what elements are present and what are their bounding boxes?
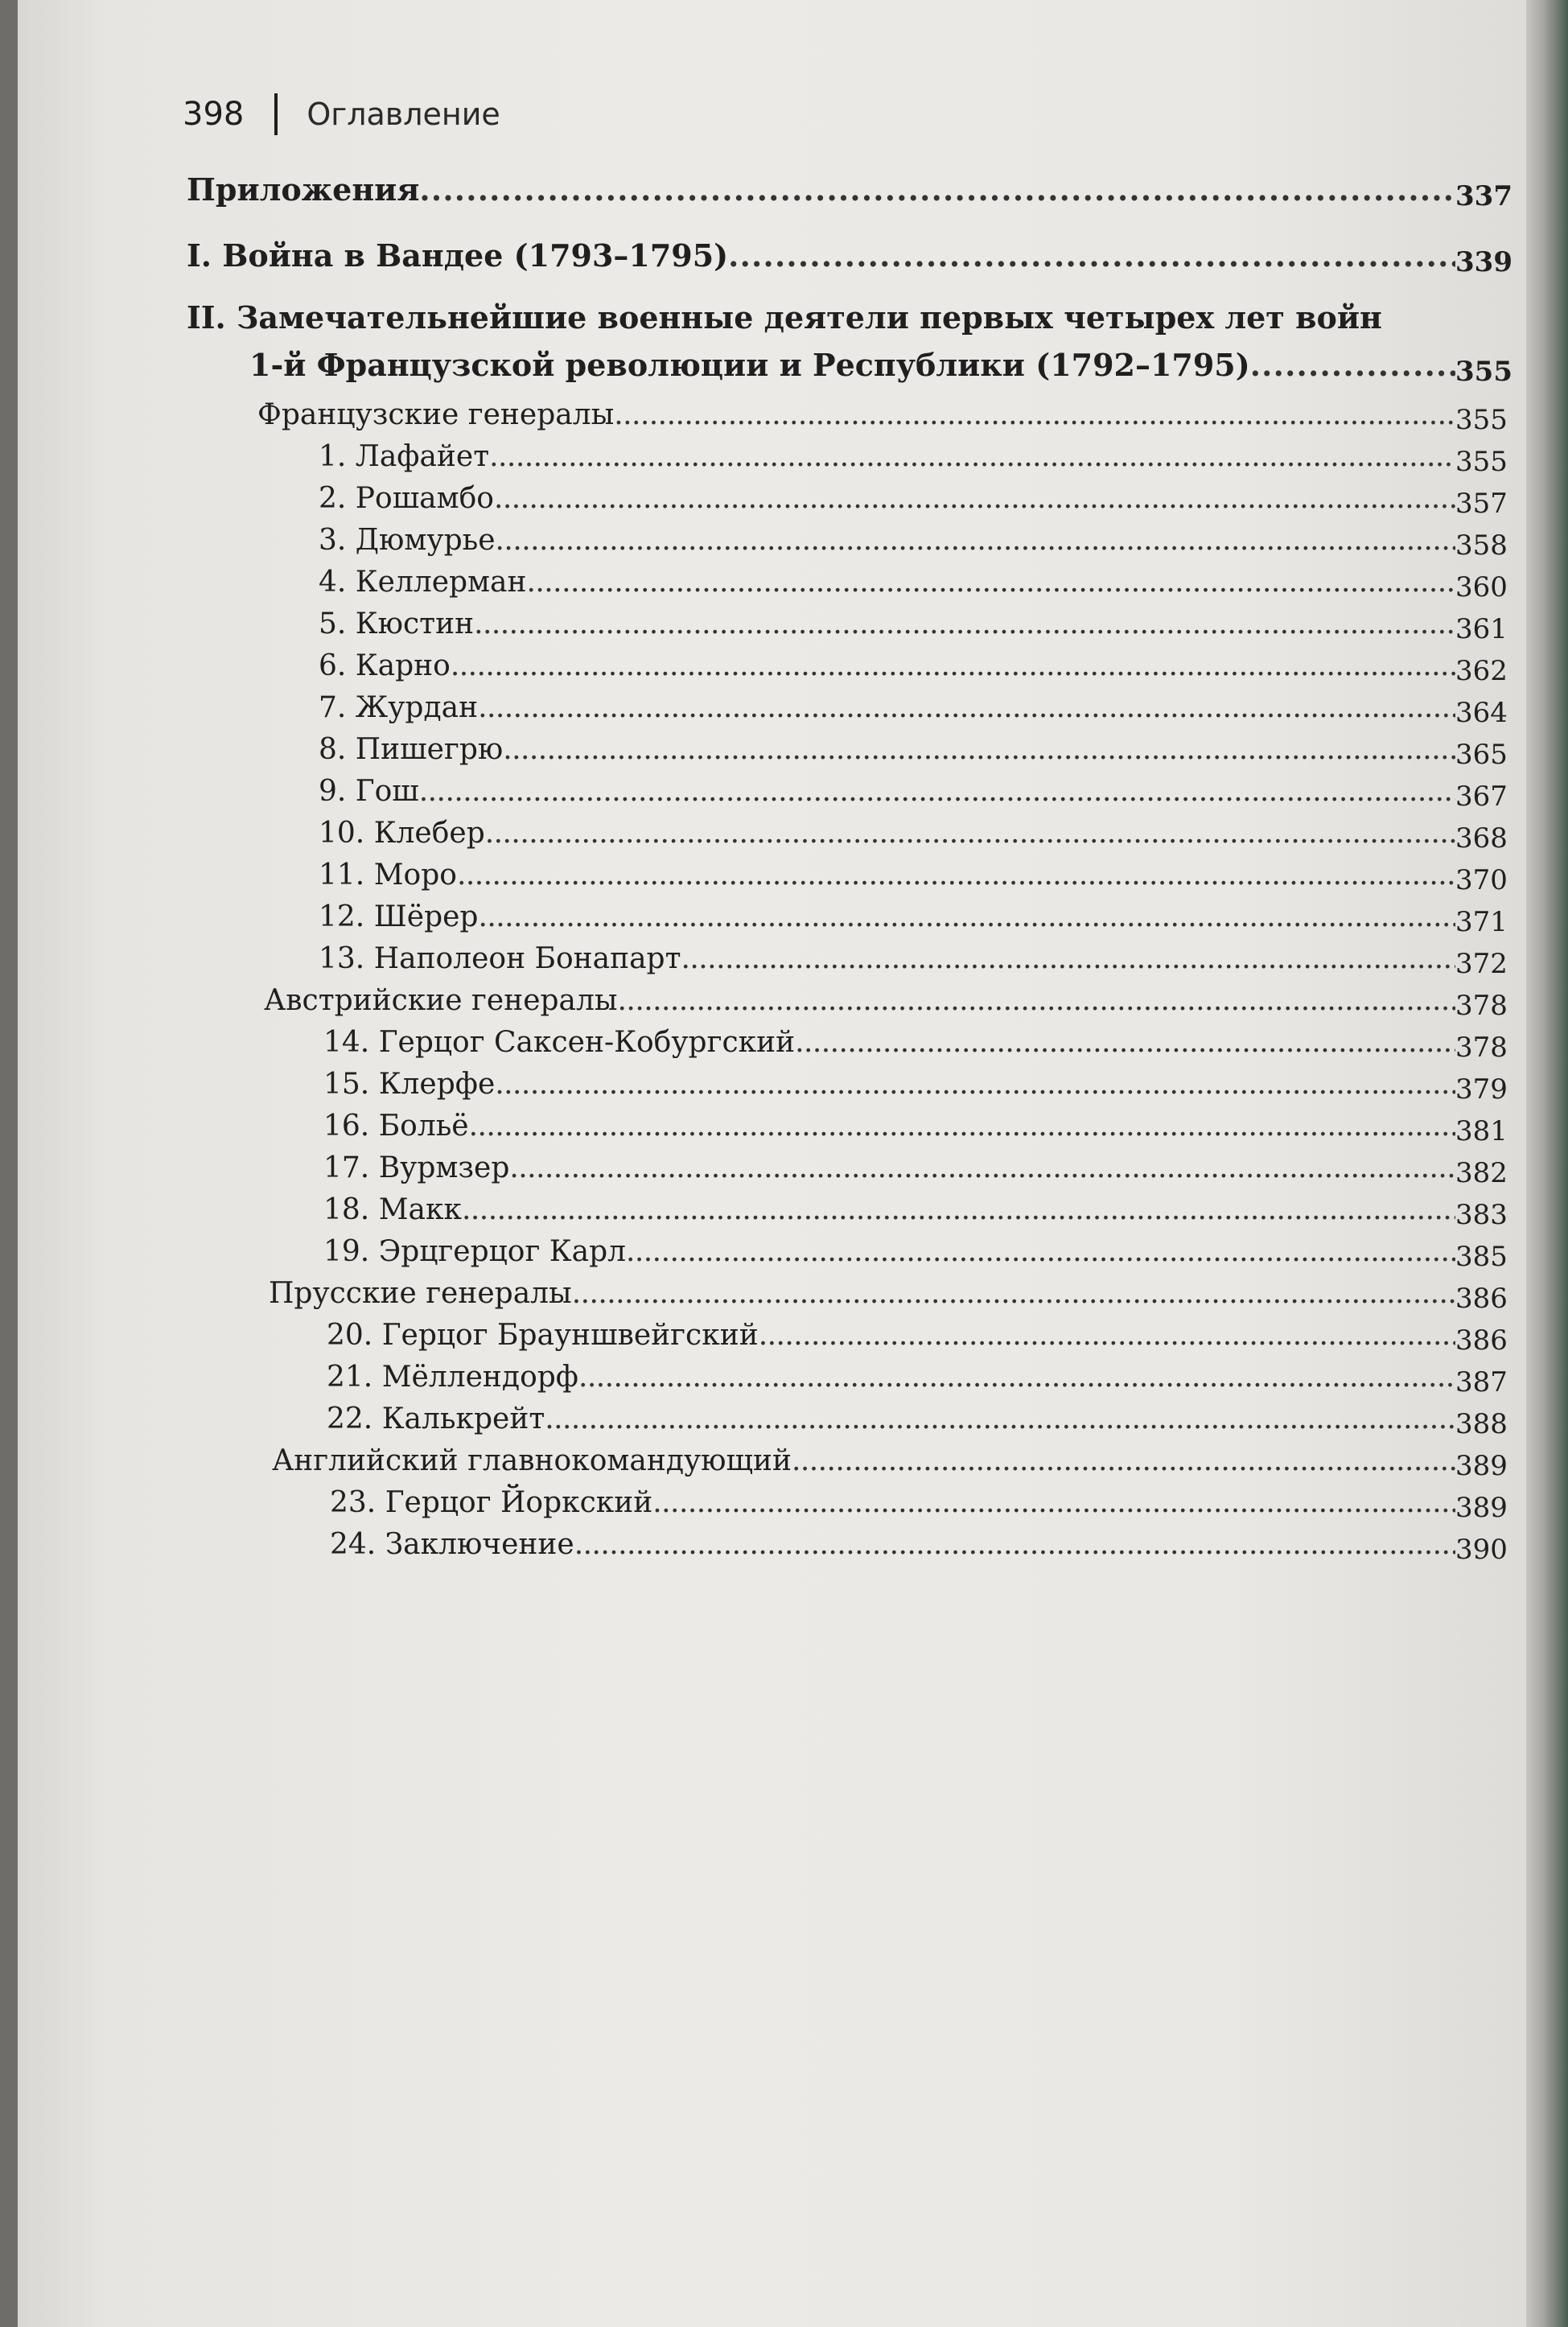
toc-leader-dots bbox=[795, 1026, 1455, 1059]
toc-leader-dots bbox=[489, 440, 1455, 473]
toc-entry-label: Английский главнокомандующий bbox=[272, 1444, 792, 1477]
toc-leader-dots bbox=[474, 607, 1455, 640]
toc-leader-dots bbox=[462, 1193, 1455, 1226]
toc-entry-page: 355 bbox=[1455, 356, 1512, 388]
toc-entry bbox=[319, 686, 1508, 729]
toc-entry-page: 379 bbox=[1455, 1073, 1508, 1106]
toc-entry-page: 362 bbox=[1455, 655, 1508, 687]
toc-entry bbox=[319, 560, 1508, 603]
toc-entry bbox=[323, 1020, 1508, 1064]
toc-entry bbox=[269, 1271, 1508, 1315]
toc-entry-label: 12. Шёрер bbox=[319, 900, 479, 933]
toc-entry-label: 10. Клебер bbox=[319, 817, 485, 850]
toc-entry-page: 367 bbox=[1455, 780, 1508, 813]
toc-entry-label: 17. Вурмзер bbox=[323, 1151, 510, 1184]
toc-entry-label-line1: II. Замечательнейшие военные деятели первых четырех лет войн bbox=[187, 299, 1382, 336]
toc-leader-dots bbox=[457, 859, 1455, 892]
toc-leader-dots bbox=[495, 1068, 1455, 1101]
toc-entry-label: Французские генералы bbox=[257, 398, 615, 431]
toc-entry bbox=[319, 727, 1508, 771]
toc-entry-label: 13. Наполеон Бонапарт bbox=[319, 942, 681, 975]
toc-entry-label: 22. Калькрейт bbox=[327, 1402, 545, 1435]
toc-entry-label: 2. Рошамбо bbox=[319, 482, 494, 515]
toc-entry bbox=[264, 978, 1508, 1022]
toc-entry-label: 18. Макк bbox=[323, 1193, 463, 1226]
toc-entry bbox=[272, 1439, 1508, 1482]
toc-entry bbox=[323, 1104, 1508, 1147]
toc-leader-dots bbox=[419, 775, 1455, 808]
toc-entry-page: 364 bbox=[1455, 697, 1508, 729]
toc-leader-dots bbox=[681, 942, 1455, 975]
toc-entry-page: 355 bbox=[1455, 404, 1508, 436]
toc-leader-dots bbox=[478, 691, 1455, 724]
toc-entry-page: 383 bbox=[1455, 1199, 1508, 1231]
toc-entry-page: 365 bbox=[1455, 739, 1508, 771]
toc-entry bbox=[327, 1355, 1508, 1398]
toc-entry-page: 357 bbox=[1455, 488, 1508, 520]
toc-leader-dots bbox=[572, 1277, 1455, 1310]
toc-entry-label: Австрийские генералы bbox=[264, 984, 618, 1017]
toc-entry bbox=[249, 344, 1512, 388]
toc-entry-label: 8. Пишегрю bbox=[319, 733, 504, 766]
toc-entry bbox=[319, 602, 1508, 645]
toc-entry bbox=[319, 895, 1508, 938]
toc-entry bbox=[323, 1146, 1508, 1189]
toc-entry-label: I. Война в Вандее (1793–1795) bbox=[187, 237, 729, 274]
toc-leader-dots bbox=[451, 649, 1455, 682]
toc-leader-dots bbox=[503, 733, 1455, 766]
toc-leader-dots bbox=[419, 171, 1455, 208]
toc-leader-dots bbox=[527, 566, 1455, 599]
toc-entry-page: 390 bbox=[1455, 1534, 1508, 1566]
toc-entry-page: 386 bbox=[1455, 1283, 1508, 1315]
toc-leader-dots bbox=[626, 1235, 1455, 1268]
book-page-edges bbox=[1526, 0, 1568, 2327]
toc-entry-label: 4. Келлерман bbox=[319, 566, 527, 599]
toc-entry bbox=[319, 811, 1508, 855]
toc-entry-label: 11. Моро bbox=[319, 859, 457, 892]
toc-entry bbox=[319, 644, 1508, 687]
toc-entry-page: 360 bbox=[1455, 571, 1508, 603]
toc-entry-page: 337 bbox=[1455, 180, 1512, 212]
toc-entry bbox=[330, 1522, 1508, 1566]
toc-entry-page: 368 bbox=[1455, 822, 1508, 855]
toc-entry-label: 21. Мёллендорф bbox=[327, 1361, 578, 1394]
toc-entry-page: 370 bbox=[1455, 864, 1508, 896]
toc-leader-dots bbox=[728, 237, 1455, 274]
toc-leader-dots bbox=[496, 524, 1455, 557]
toc-leader-dots bbox=[574, 1528, 1455, 1561]
table-of-contents bbox=[18, 0, 1526, 1609]
toc-entry-page: 385 bbox=[1455, 1241, 1508, 1273]
toc-leader-dots bbox=[792, 1444, 1455, 1477]
toc-entry-page: 339 bbox=[1455, 246, 1512, 278]
toc-entry bbox=[319, 518, 1508, 562]
page-number: 398 bbox=[183, 96, 245, 133]
toc-entry-label: 20. Герцог Брауншвейгский bbox=[327, 1319, 759, 1352]
toc-entry bbox=[187, 169, 1512, 212]
toc-entry-label: 19. Эрцгерцог Карл bbox=[323, 1235, 627, 1268]
toc-leader-dots bbox=[759, 1319, 1455, 1352]
header-title: Оглавление bbox=[307, 97, 500, 132]
toc-entry-label: 3. Дюмурье bbox=[319, 524, 496, 557]
toc-leader-dots bbox=[652, 1486, 1455, 1519]
toc-entry-page: 389 bbox=[1455, 1450, 1508, 1482]
toc-entry-label: 1-й Французской революции и Республики (1792–1795) bbox=[249, 347, 1250, 383]
book-page bbox=[18, 0, 1526, 2327]
toc-entry-page: 388 bbox=[1455, 1408, 1508, 1440]
toc-leader-dots bbox=[618, 984, 1455, 1017]
toc-entry bbox=[319, 937, 1508, 980]
toc-entry-page: 378 bbox=[1455, 1032, 1508, 1064]
toc-entry-page: 389 bbox=[1455, 1492, 1508, 1524]
toc-leader-dots bbox=[545, 1402, 1455, 1435]
toc-entry-label: 1. Лафайет bbox=[319, 440, 490, 473]
toc-entry-page: 386 bbox=[1455, 1324, 1508, 1357]
toc-entry-page: 358 bbox=[1455, 529, 1508, 562]
toc-entry-page: 371 bbox=[1455, 906, 1508, 938]
toc-leader-dots bbox=[478, 900, 1455, 933]
toc-entry bbox=[323, 1229, 1508, 1273]
toc-entry-page: 378 bbox=[1455, 990, 1508, 1022]
toc-entry-label: 5. Кюстин bbox=[319, 607, 475, 640]
toc-entry-label: 15. Клерфе bbox=[323, 1068, 496, 1101]
toc-entry-label: Прусские генералы bbox=[269, 1277, 572, 1310]
toc-entry bbox=[319, 853, 1508, 896]
toc-entry-label: 14. Герцог Саксен-Кобургский bbox=[323, 1026, 796, 1059]
toc-entry-page: 361 bbox=[1455, 613, 1508, 645]
toc-entry-page: 381 bbox=[1455, 1115, 1508, 1147]
toc-entry bbox=[187, 235, 1512, 278]
toc-leader-dots bbox=[494, 482, 1455, 515]
toc-entry-page: 372 bbox=[1455, 948, 1508, 980]
toc-leader-dots bbox=[509, 1151, 1455, 1184]
toc-leader-dots bbox=[578, 1361, 1455, 1394]
toc-entry-label: Приложения bbox=[187, 171, 420, 208]
toc-entry-label: 24. Заключение bbox=[330, 1528, 574, 1561]
toc-entry bbox=[327, 1397, 1508, 1440]
toc-entry-label: 6. Карно bbox=[319, 649, 451, 682]
toc-entry-label: 9. Гош bbox=[319, 775, 419, 808]
toc-entry bbox=[257, 393, 1508, 436]
toc-leader-dots bbox=[614, 398, 1455, 431]
toc-entry bbox=[330, 1481, 1508, 1524]
toc-entry bbox=[323, 1188, 1508, 1231]
toc-entry bbox=[327, 1313, 1508, 1357]
toc-entry bbox=[319, 476, 1508, 520]
toc-leader-dots bbox=[469, 1110, 1455, 1143]
toc-leader-dots bbox=[1250, 347, 1455, 383]
toc-entry bbox=[319, 435, 1508, 478]
toc-leader-dots bbox=[485, 817, 1455, 850]
toc-entry-page: 382 bbox=[1455, 1157, 1508, 1189]
toc-entry-label: 7. Журдан bbox=[319, 691, 479, 724]
toc-entry-page: 387 bbox=[1455, 1366, 1508, 1398]
toc-entry bbox=[323, 1062, 1508, 1106]
toc-entry-label: 16. Больё bbox=[323, 1110, 469, 1143]
toc-entry-page: 355 bbox=[1455, 446, 1508, 478]
toc-entry bbox=[319, 769, 1508, 813]
toc-entry-label: 23. Герцог Йоркский bbox=[330, 1486, 653, 1519]
